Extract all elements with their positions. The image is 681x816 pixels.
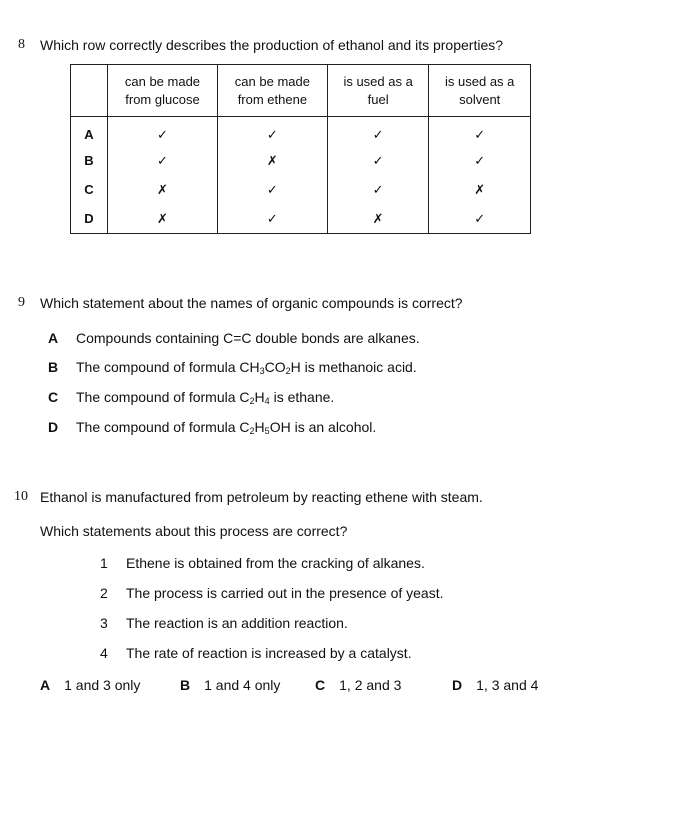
question-8-text: Which row correctly describes the production of ethanol and its properties?	[40, 37, 504, 53]
table-row	[71, 204, 531, 234]
table-cell: ✗	[429, 175, 531, 204]
option-text: 1 and 3 only	[64, 677, 141, 693]
question-9-text: Which statement about the names of organic compounds is correct?	[40, 295, 463, 311]
subscript: 2	[249, 396, 255, 406]
question-9-number: 9	[18, 295, 25, 310]
subscript: 3	[259, 366, 265, 376]
table-cell: ✓	[217, 204, 327, 234]
subscript: 5	[264, 426, 270, 436]
table-cell: ✗	[108, 175, 218, 204]
subscript: 2	[249, 426, 255, 436]
q9-option-c[interactable]	[48, 389, 334, 405]
header-line: is used as a	[445, 73, 515, 89]
option-text: 1, 3 and 4	[476, 677, 539, 693]
row-label: C	[71, 175, 108, 204]
table-row	[71, 146, 531, 175]
subscript: 4	[264, 396, 270, 406]
header-line: can be made	[124, 73, 201, 89]
table-cell: ✗	[217, 146, 327, 175]
question-10-number: 10	[14, 489, 28, 504]
option-text: OH is an alcohol.	[269, 419, 377, 435]
header-line: can be made	[234, 73, 310, 89]
option-text: The compound of formula C	[76, 419, 250, 435]
question-10-intro: Ethanol is manufactured from petroleum by reacting ethene with steam.	[40, 489, 483, 505]
table-cell: ✓	[429, 146, 531, 175]
option-text: The compound of formula CH	[76, 359, 260, 375]
table-header-row	[71, 65, 531, 117]
option-text: Compounds containing C=C double bonds are alkanes.	[76, 330, 420, 346]
row-label: A	[71, 117, 108, 147]
table-cell: ✓	[217, 175, 327, 204]
table-cell: ✓	[327, 146, 429, 175]
row-label: D	[71, 204, 108, 234]
statement-4	[100, 645, 412, 661]
q10-option-c[interactable]	[315, 677, 401, 693]
statement-number: 2	[100, 585, 108, 601]
option-letter: A	[40, 677, 51, 693]
table-cell: ✓	[108, 117, 218, 147]
q10-option-a[interactable]	[40, 677, 140, 693]
option-text: 1 and 4 only	[204, 677, 281, 693]
ethanol-properties-table	[70, 64, 531, 234]
option-text: The compound of formula C	[76, 389, 250, 405]
option-letter: C	[48, 389, 59, 405]
option-text: 1, 2 and 3	[339, 677, 402, 693]
table-cell: ✗	[327, 204, 429, 234]
statement-3	[100, 615, 348, 631]
question-10-text: Which statements about this process are correct?	[40, 523, 348, 539]
statement-text: The process is carried out in the presence of yeast.	[126, 585, 444, 601]
table-cell: ✓	[327, 117, 429, 147]
row-label: B	[71, 146, 108, 175]
header-line: solvent	[459, 91, 501, 107]
table-row	[71, 117, 531, 147]
table-row	[71, 175, 531, 204]
question-8-number: 8	[18, 37, 25, 52]
statement-number: 4	[100, 645, 108, 661]
header-from-ethene	[217, 65, 327, 117]
q10-option-b[interactable]	[180, 677, 280, 693]
statement-2	[100, 585, 444, 601]
subscript: 2	[285, 366, 291, 376]
header-solvent	[429, 65, 531, 117]
option-letter: C	[315, 677, 326, 693]
table-cell: ✓	[108, 146, 218, 175]
table-cell: ✓	[429, 117, 531, 147]
option-letter: D	[452, 677, 463, 693]
header-from-glucose	[108, 65, 218, 117]
q9-option-b[interactable]	[48, 359, 417, 375]
header-line: from glucose	[125, 91, 200, 107]
table-cell: ✓	[217, 117, 327, 147]
statement-number: 1	[100, 555, 108, 571]
table-cell: ✓	[429, 204, 531, 234]
option-text: H	[254, 419, 265, 435]
option-text: is ethane.	[269, 389, 335, 405]
table-corner-cell	[71, 65, 108, 117]
header-line: is used as a	[343, 73, 413, 89]
option-text: CO	[264, 359, 286, 375]
statement-number: 3	[100, 615, 108, 631]
option-letter: B	[180, 677, 191, 693]
option-letter: B	[48, 359, 59, 375]
table-cell: ✗	[108, 204, 218, 234]
q10-option-d[interactable]	[452, 677, 538, 693]
statement-text: Ethene is obtained from the cracking of alkanes.	[126, 555, 425, 571]
q9-option-a[interactable]	[48, 330, 420, 346]
q9-option-d[interactable]	[48, 419, 376, 435]
option-text: H	[254, 389, 265, 405]
table-cell: ✓	[327, 175, 429, 204]
statement-1	[100, 555, 425, 571]
statement-text: The reaction is an addition reaction.	[126, 615, 348, 631]
header-line: from ethene	[237, 91, 308, 107]
header-line: fuel	[367, 91, 389, 107]
statement-text: The rate of reaction is increased by a catalyst.	[126, 645, 412, 661]
option-letter: D	[48, 419, 59, 435]
option-letter: A	[48, 330, 59, 346]
header-fuel	[327, 65, 429, 117]
option-text: H is methanoic acid.	[290, 359, 417, 375]
